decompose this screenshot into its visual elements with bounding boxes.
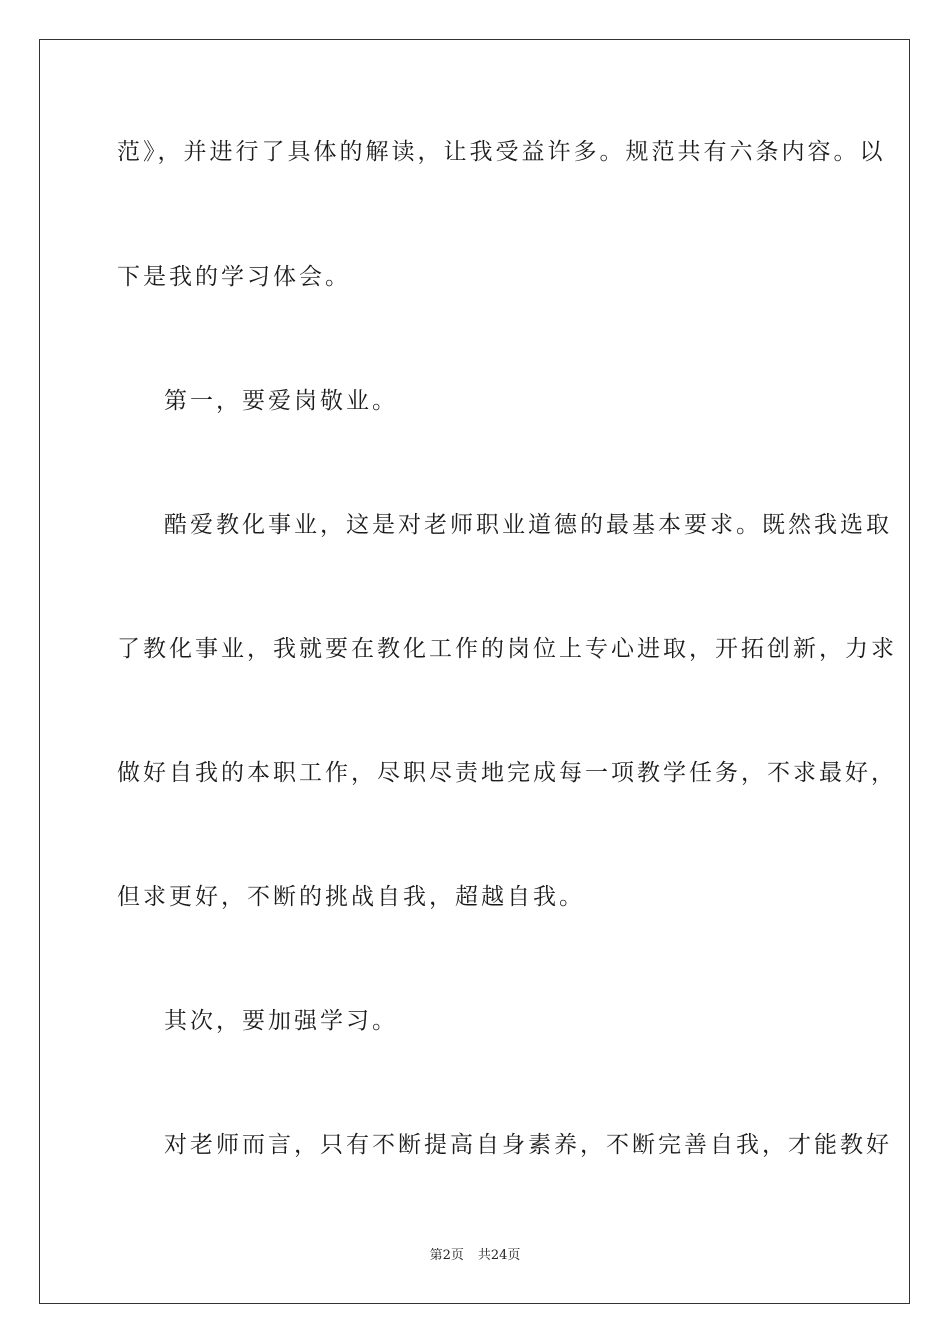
paragraph-line: 对老师而言，只有不断提高自身素养，不断完善自我，才能教好 [164,1132,892,1158]
paragraph-line: 酷爱教化事业，这是对老师职业道德的最基本要求。既然我选取 [164,512,892,538]
paragraph-line: 但求更好，不断的挑战自我，超越自我。 [117,884,585,910]
section-heading: 第一，要爱岗敬业。 [164,388,398,414]
page-border [39,39,910,1304]
paragraph-line: 做好自我的本职工作，尽职尽责地完成每一项教学任务，不求最好， [117,760,897,786]
paragraph-line: 了教化事业，我就要在教化工作的岗位上专心进取，开拓创新，力求 [117,636,897,662]
page-footer [0,1247,950,1265]
paragraph-line: 范》，并进行了具体的解读，让我受益许多。规范共有六条内容。以 [117,139,886,165]
total-pages: 共24页 [477,1248,521,1263]
current-page-number: 第2页 [429,1248,464,1263]
section-heading: 其次，要加强学习。 [164,1008,398,1034]
paragraph-line: 下是我的学习体会。 [117,264,351,290]
